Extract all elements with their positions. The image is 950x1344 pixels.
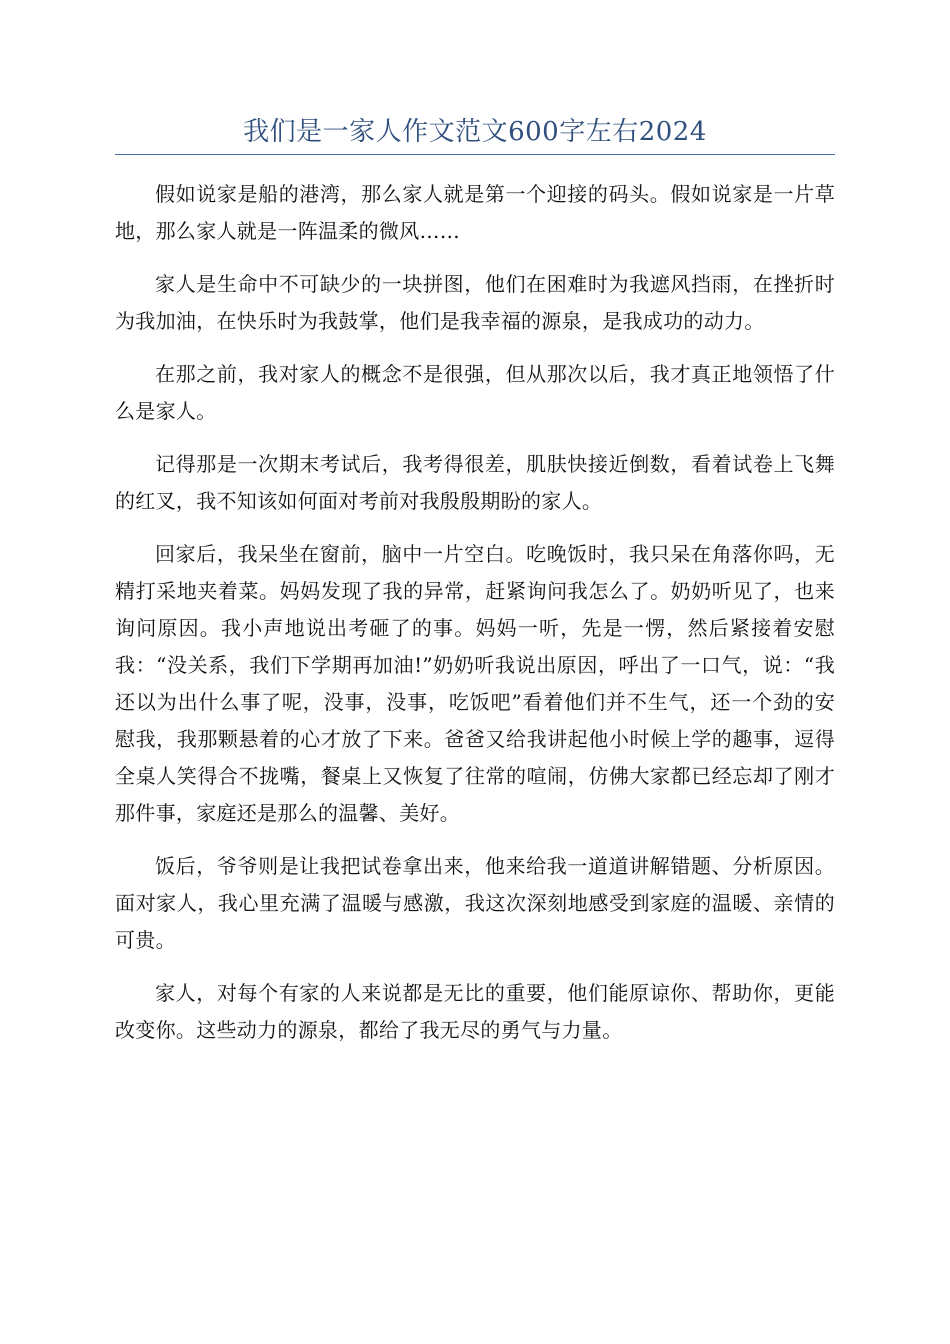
paragraph-2: 家人是生命中不可缺少的一块拼图，他们在困难时为我遮风挡雨，在挫折时为我加油，在快乐时为我鼓掌，他们是我幸福的源泉，是我成功的动力。: [115, 272, 835, 333]
title-underline: [115, 154, 835, 155]
paragraph-4: 记得那是一次期末考试后，我考得很差，肌肤快接近倒数，看着试卷上飞舞的红叉，我不知该如何面对考前对我殷殷期盼的家人。: [115, 452, 835, 513]
paragraph-7: 家人，对每个有家的人来说都是无比的重要，他们能原谅你、帮助你，更能改变你。这些动力的源泉，都给了我无尽的勇气与力量。: [115, 981, 835, 1042]
paragraph-5: 回家后，我呆坐在窗前，脑中一片空白。吃晚饭时，我只呆在角落你吗，无精打采地夹着菜。妈妈发现了我的异常，赶紧询问我怎么了。奶奶听见了，也来询问原因。我小声地说出考砸了的事。妈妈一听，先是一愣，然后紧接着安慰我：“没关系，我们下学期再加油!”奶奶听我说出原因，呼出了一口气，说：“我还以为出什么事了呢，没事，没事，吃饭吧”看着他们并不生气，还一个劲的安慰我，我那颗悬着的心才放了下来。爸爸又给我讲起他小时候上学的趣事，逗得全桌人笑得合不拢嘴，餐桌上又恢复了往常的喧闹，仿佛大家都已经忘却了刚才那件事，家庭还是那么的温馨、美好。: [115, 542, 835, 825]
document-title: 我们是一家人作文范文600字左右2024: [243, 117, 707, 147]
paragraph-6: 饭后，爷爷则是让我把试卷拿出来，他来给我一道道讲解错题、分析原因。面对家人，我心里充满了温暖与感激，我这次深刻地感受到家庭的温暖、亲情的可贵。: [115, 854, 835, 952]
document-body: [115, 176, 835, 1065]
paragraph-1: 假如说家是船的港湾，那么家人就是第一个迎接的码头。假如说家是一片草地，那么家人就是一阵温柔的微风……: [115, 182, 835, 243]
paragraph-3: 在那之前，我对家人的概念不是很强，但从那次以后，我才真正地领悟了什么是家人。: [115, 362, 835, 423]
